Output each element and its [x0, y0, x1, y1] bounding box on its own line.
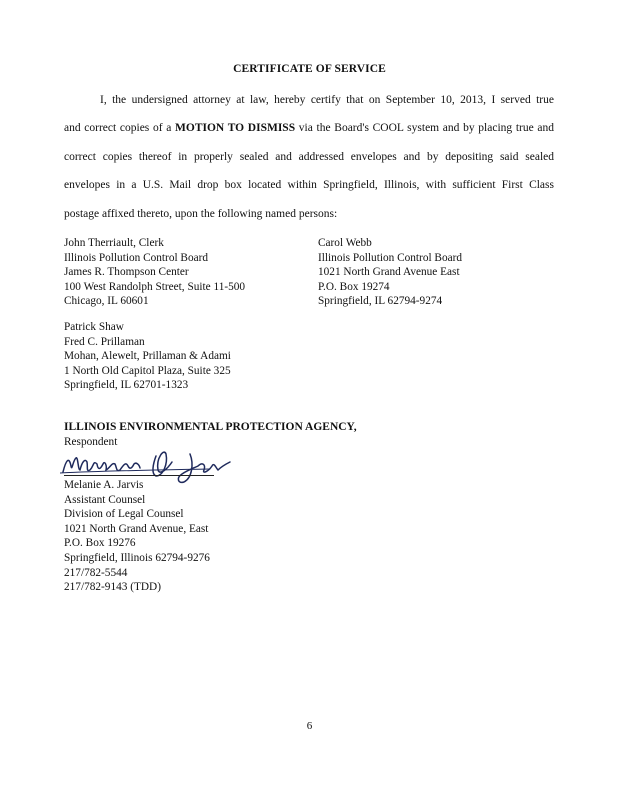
page-number: 6	[306, 720, 313, 732]
address-line: Illinois Pollution Control Board	[64, 251, 209, 264]
recipient-address-left	[64, 236, 245, 309]
signer-line: Division of Legal Counsel	[64, 508, 184, 521]
address-line: Chicago, IL 60601	[64, 295, 149, 308]
address-line: Mohan, Alewelt, Prillaman & Adami	[64, 350, 231, 363]
signer-line: P.O. Box 19276	[64, 537, 136, 550]
signer-name: Melanie A. Jarvis	[64, 479, 144, 491]
paragraph-line-4: envelopes in a U.S. Mail drop box located within Springfield, Illinois, with sufficient First Class	[64, 179, 554, 192]
address-line: 1021 North Grand Avenue East	[318, 266, 460, 279]
signature-stroke	[63, 458, 140, 472]
address-line: John Therriault, Clerk	[64, 237, 164, 249]
recipient-address-right	[318, 236, 462, 309]
paragraph-line-2	[64, 114, 554, 142]
signer-block	[64, 478, 210, 595]
signer-line: Springfield, Illinois 62794-9276	[64, 551, 210, 564]
paragraph-line-1: I, the undersigned attorney at law, hereby certify that on September 10, 2013, I served true	[100, 94, 554, 106]
address-line: Patrick Shaw	[64, 321, 124, 333]
address-line: James R. Thompson Center	[64, 266, 189, 279]
signature-stroke	[153, 452, 172, 476]
address-line: 100 West Randolph Street, Suite 11-500	[64, 280, 246, 293]
motion-title: MOTION TO DISMISS	[175, 122, 296, 135]
signer-phone: 217/782-5544	[64, 566, 128, 579]
address-line: 1 North Old Capitol Plaza, Suite 325	[64, 364, 231, 377]
signer-title: Assistant Counsel	[64, 493, 146, 506]
address-line: Springfield, IL 62701-1323	[64, 379, 189, 392]
address-line: Fred C. Prillaman	[64, 335, 145, 348]
paragraph-line-2-pre: and correct copies of a	[64, 122, 172, 135]
address-line: Carol Webb	[318, 237, 372, 249]
address-line: Springfield, IL 62794-9274	[318, 295, 443, 308]
page-title: CERTIFICATE OF SERVICE	[233, 63, 386, 75]
paragraph-line-2-post: via the Board's COOL system and by placing true and	[298, 122, 554, 135]
paragraph-line-3: correct copies thereof in properly sealed and addressed envelopes and by depositing said sealed	[64, 150, 554, 163]
address-line: Illinois Pollution Control Board	[318, 251, 463, 264]
signer-tdd: 217/782-9143 (TDD)	[64, 581, 161, 594]
party-role: Respondent	[64, 436, 118, 448]
recipient-address-second	[64, 320, 231, 393]
signer-line: 1021 North Grand Avenue, East	[64, 522, 209, 535]
agency-name: ILLINOIS ENVIRONMENTAL PROTECTION AGENCY,	[64, 421, 357, 433]
certificate-paragraph	[64, 86, 554, 228]
address-line: P.O. Box 19274	[318, 280, 390, 293]
paragraph-line-5: postage affixed thereto, upon the following named persons:	[64, 207, 338, 220]
signature-line	[64, 475, 214, 476]
